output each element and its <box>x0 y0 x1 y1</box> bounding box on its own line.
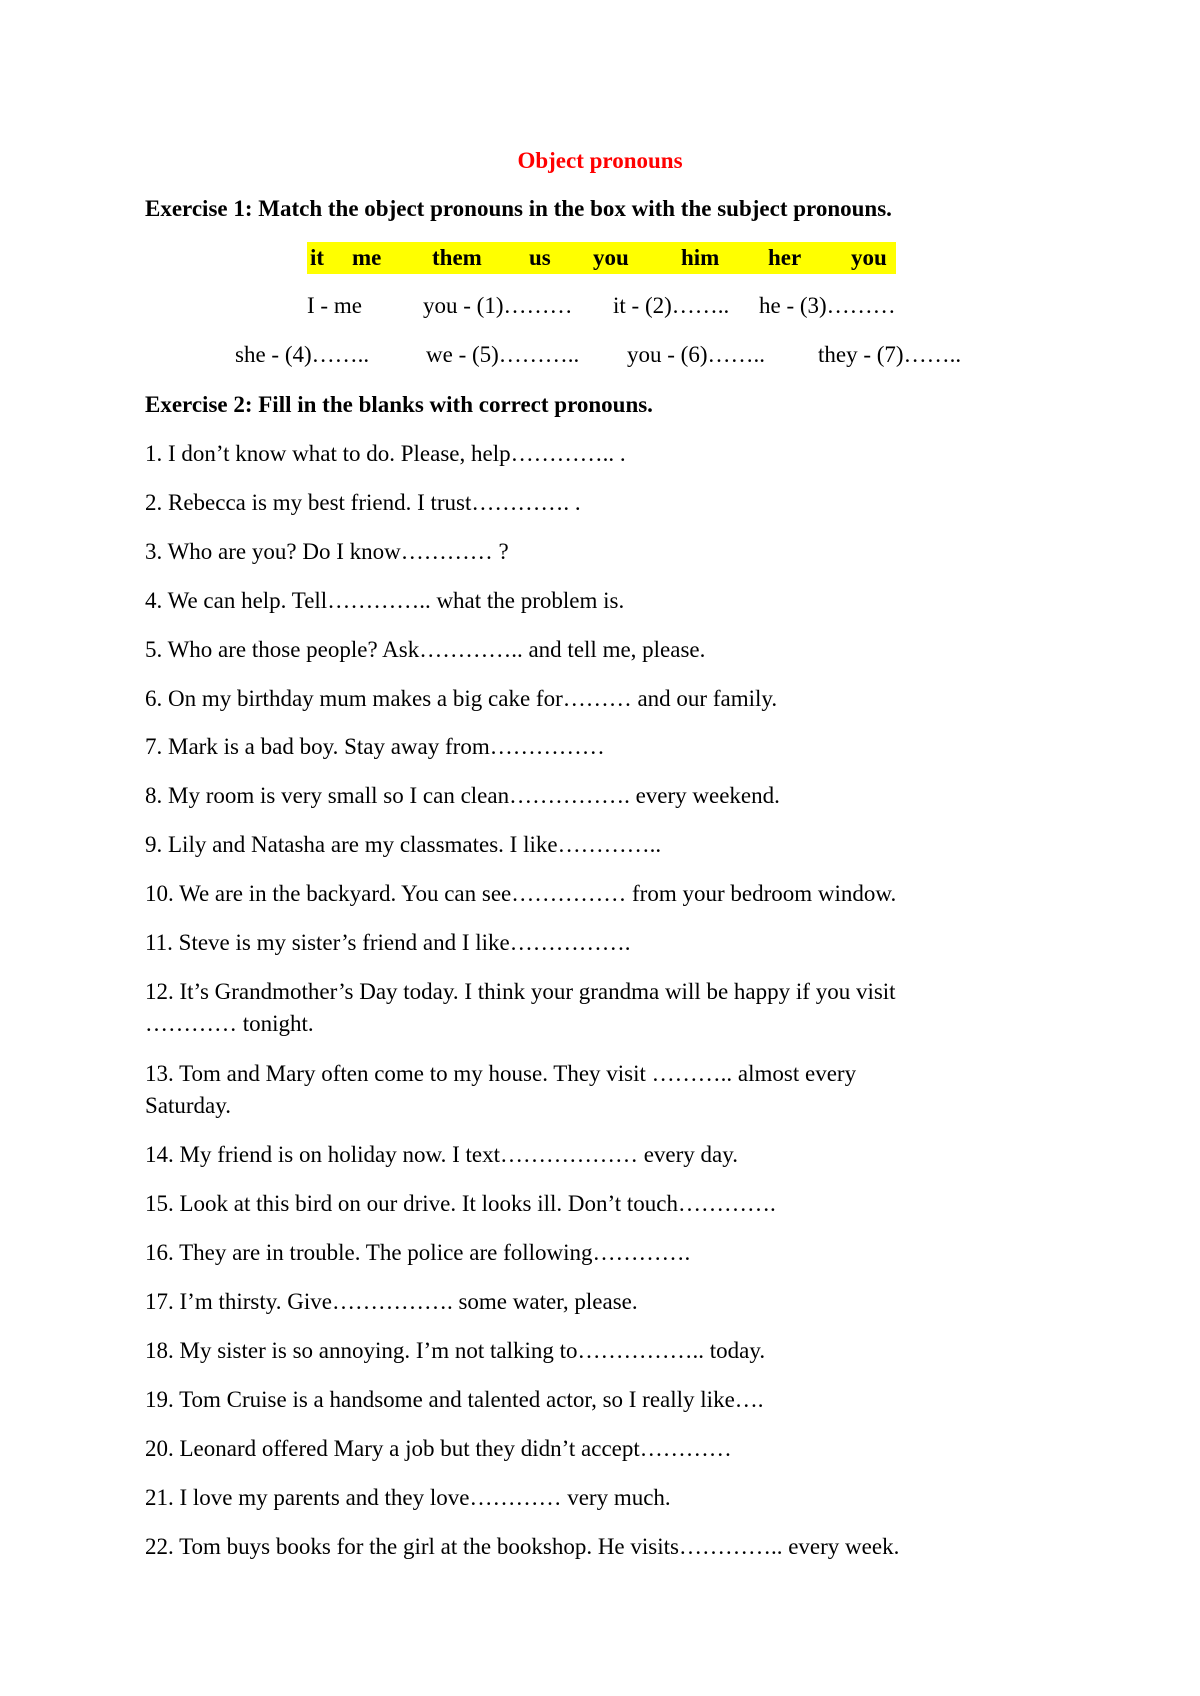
match-pair: you - (6)…….. <box>627 342 765 367</box>
exercise-item-6: 6. On my birthday mum makes a big cake for……… and our family. <box>145 686 778 711</box>
exercise-item-22: 22. Tom buys books for the girl at the bookshop. He visits………….. every week. <box>145 1534 900 1559</box>
exercise-item-1: 1. I don’t know what to do. Please, help………….. . <box>145 441 626 466</box>
exercise-item-18: 18. My sister is so annoying. I’m not talking to…………….. today. <box>145 1338 766 1363</box>
exercise-item-8: 8. My room is very small so I can clean……………. every weekend. <box>145 783 780 808</box>
exercise-item-3: 3. Who are you? Do I know………… ? <box>145 539 509 564</box>
exercise-1-heading: Exercise 1: Match the object pronouns in the box with the subject pronouns. <box>145 196 892 221</box>
exercise-item-21: 21. I love my parents and they love………… very much. <box>145 1485 671 1510</box>
exercise-item-9: 9. Lily and Natasha are my classmates. I like………….. <box>145 832 662 857</box>
match-pair: she - (4)…….. <box>235 342 370 367</box>
match-pair: we - (5)……….. <box>426 342 580 367</box>
exercise-item-4: 4. We can help. Tell………….. what the problem is. <box>145 588 625 613</box>
exercise-item-13-continued: Saturday. <box>145 1093 232 1118</box>
exercise-2-heading: Exercise 2: Fill in the blanks with correct pronouns. <box>145 392 653 417</box>
box-word: them <box>432 245 482 270</box>
box-word: him <box>681 245 720 270</box>
box-word: you <box>851 245 887 270</box>
exercise-item-11: 11. Steve is my sister’s friend and I like……………. <box>145 930 631 955</box>
match-pair: they - (7)…….. <box>818 342 962 367</box>
box-word: you <box>593 245 629 270</box>
exercise-item-2: 2. Rebecca is my best friend. I trust…………. . <box>145 490 581 515</box>
exercise-item-20: 20. Leonard offered Mary a job but they didn’t accept………… <box>145 1436 732 1461</box>
box-word: her <box>768 245 802 270</box>
exercise-item-7: 7. Mark is a bad boy. Stay away from…………… <box>145 734 605 759</box>
box-word: me <box>352 245 382 270</box>
exercise-item-13: 13. Tom and Mary often come to my house. They visit ……….. almost every <box>145 1061 857 1086</box>
page-title: Object pronouns <box>517 148 683 173</box>
box-word: it <box>310 245 325 270</box>
exercise-item-14: 14. My friend is on holiday now. I text……………… every day. <box>145 1142 739 1167</box>
box-word: us <box>529 245 551 270</box>
exercise-item-16: 16. They are in trouble. The police are following…………. <box>145 1240 691 1265</box>
match-pair: you - (1)……… <box>423 293 573 318</box>
exercise-item-19: 19. Tom Cruise is a handsome and talented actor, so I really like…. <box>145 1387 764 1412</box>
exercise-item-12-continued: ………… tonight. <box>145 1011 314 1036</box>
exercise-item-5: 5. Who are those people? Ask………….. and tell me, please. <box>145 637 706 662</box>
exercise-item-17: 17. I’m thirsty. Give……………. some water, please. <box>145 1289 638 1314</box>
exercise-item-10: 10. We are in the backyard. You can see…………… from your bedroom window. <box>145 881 897 906</box>
match-pair: I - me <box>307 293 362 318</box>
exercise-item-12: 12. It’s Grandmother’s Day today. I think your grandma will be happy if you visit <box>145 979 896 1004</box>
exercise-item-15: 15. Look at this bird on our drive. It looks ill. Don’t touch…………. <box>145 1191 776 1216</box>
match-pair: it - (2)…….. <box>613 293 730 318</box>
match-pair: he - (3)……… <box>759 293 896 318</box>
